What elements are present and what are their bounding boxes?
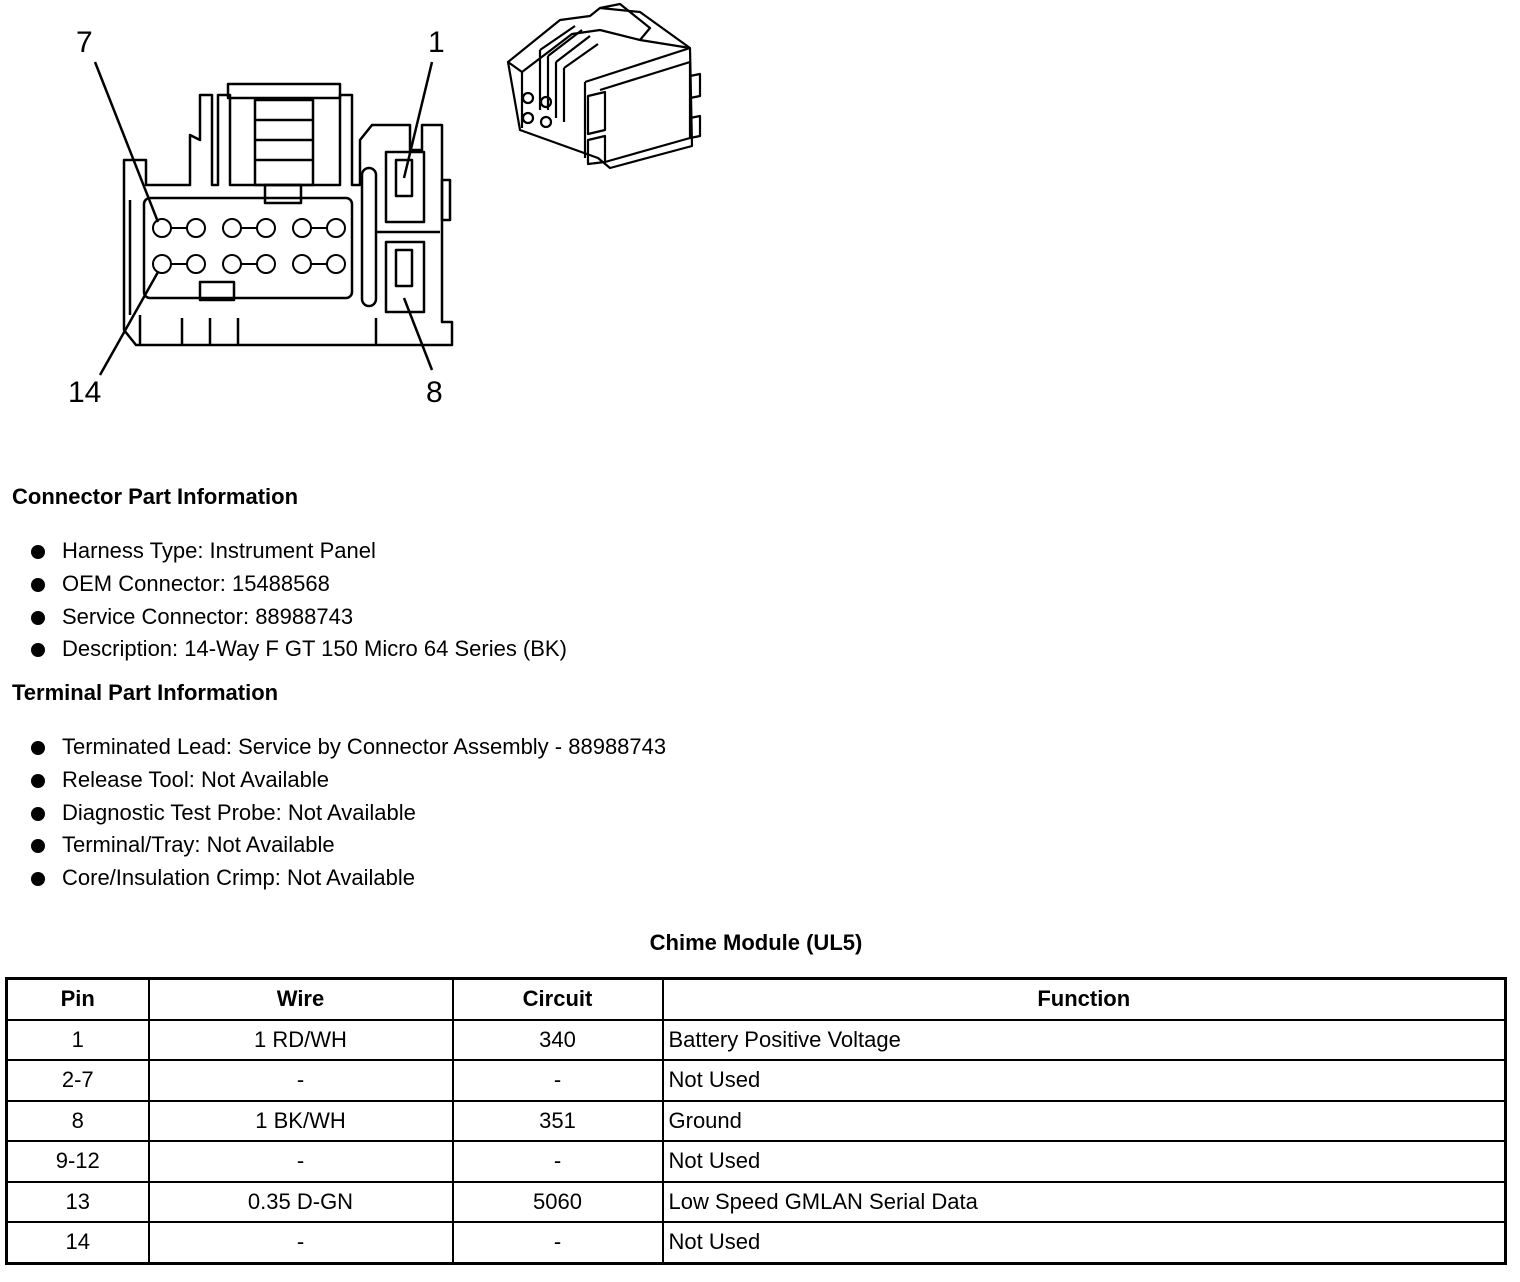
cell-wire: 1 BK/WH bbox=[149, 1101, 453, 1142]
list-item-text: Terminated Lead: Service by Connector Assembly - 88988743 bbox=[62, 734, 667, 759]
cell-function: Not Used bbox=[663, 1222, 1506, 1263]
column-header-wire: Wire bbox=[149, 979, 453, 1020]
table-row bbox=[7, 1060, 1506, 1101]
list-item-text: Harness Type: Instrument Panel bbox=[62, 538, 376, 563]
list-item bbox=[28, 601, 567, 634]
column-header-function: Function bbox=[663, 979, 1506, 1020]
cell-function: Ground bbox=[663, 1101, 1506, 1142]
bullet-icon bbox=[31, 807, 45, 821]
list-item-text: Core/Insulation Crimp: Not Available bbox=[62, 865, 415, 891]
bullet-icon bbox=[31, 839, 45, 853]
cell-pin: 9-12 bbox=[7, 1141, 149, 1182]
connector-face-drawing bbox=[0, 0, 760, 430]
cell-wire: - bbox=[149, 1222, 453, 1263]
list-item-text: Terminal/Tray: Not Available bbox=[62, 832, 335, 858]
bullet-icon bbox=[31, 578, 45, 592]
list-item bbox=[28, 829, 666, 862]
bullet-icon bbox=[31, 611, 45, 625]
column-header-circuit: Circuit bbox=[453, 979, 663, 1020]
pin-label-8: 8 bbox=[426, 376, 443, 409]
cell-pin: 1 bbox=[7, 1020, 149, 1061]
pin-table-title: Chime Module (UL5) bbox=[649, 930, 863, 955]
bullet-icon bbox=[31, 741, 45, 755]
bullet-icon bbox=[31, 643, 45, 657]
list-item bbox=[28, 764, 666, 797]
pin-label-1: 1 bbox=[428, 26, 445, 59]
cell-function: Battery Positive Voltage bbox=[663, 1020, 1506, 1061]
list-item-text: Service Connector: 88988743 bbox=[62, 603, 354, 629]
cell-function: Not Used bbox=[663, 1141, 1506, 1182]
table-row bbox=[7, 1182, 1506, 1223]
list-item bbox=[28, 633, 567, 666]
column-header-pin: Pin bbox=[7, 979, 149, 1020]
terminal-info-list bbox=[28, 731, 666, 895]
bullet-icon bbox=[31, 774, 45, 788]
cell-wire: - bbox=[149, 1141, 453, 1182]
list-item-text: Release Tool: Not Available bbox=[62, 766, 330, 792]
cell-circuit: - bbox=[453, 1141, 663, 1182]
connector-diagram bbox=[0, 0, 760, 430]
list-item bbox=[28, 568, 567, 601]
cell-circuit: - bbox=[453, 1060, 663, 1101]
list-item bbox=[28, 731, 666, 764]
cell-function: Low Speed GMLAN Serial Data bbox=[663, 1182, 1506, 1223]
cell-pin: 13 bbox=[7, 1182, 149, 1223]
cell-wire: 0.35 D-GN bbox=[149, 1182, 453, 1223]
list-item bbox=[28, 862, 666, 895]
list-item-text: Diagnostic Test Probe: Not Available bbox=[62, 799, 416, 825]
list-item bbox=[28, 797, 666, 830]
table-row bbox=[7, 1222, 1506, 1263]
connector-info-list bbox=[28, 535, 567, 666]
cell-pin: 2-7 bbox=[7, 1060, 149, 1101]
pin-label-7: 7 bbox=[76, 26, 93, 59]
cell-pin: 8 bbox=[7, 1101, 149, 1142]
connector-info-title: Connector Part Information bbox=[12, 484, 299, 509]
pin-table bbox=[5, 977, 1507, 1265]
table-row bbox=[7, 1020, 1506, 1061]
table-header-row bbox=[7, 979, 1506, 1020]
cell-wire: - bbox=[149, 1060, 453, 1101]
cell-circuit: 340 bbox=[453, 1020, 663, 1061]
table-row bbox=[7, 1141, 1506, 1182]
cell-circuit: 5060 bbox=[453, 1182, 663, 1223]
bullet-icon bbox=[31, 872, 45, 886]
cell-circuit: - bbox=[453, 1222, 663, 1263]
terminal-info-title: Terminal Part Information bbox=[12, 680, 279, 705]
cell-function: Not Used bbox=[663, 1060, 1506, 1101]
cell-pin: 14 bbox=[7, 1222, 149, 1263]
cell-wire: 1 RD/WH bbox=[149, 1020, 453, 1061]
pin-label-14: 14 bbox=[68, 376, 102, 409]
bullet-icon bbox=[31, 545, 45, 559]
list-item bbox=[28, 535, 567, 568]
cell-circuit: 351 bbox=[453, 1101, 663, 1142]
list-item-text: Description: 14-Way F GT 150 Micro 64 Series (BK) bbox=[62, 636, 567, 662]
list-item-text: OEM Connector: 15488568 bbox=[62, 570, 330, 596]
table-row bbox=[7, 1101, 1506, 1142]
